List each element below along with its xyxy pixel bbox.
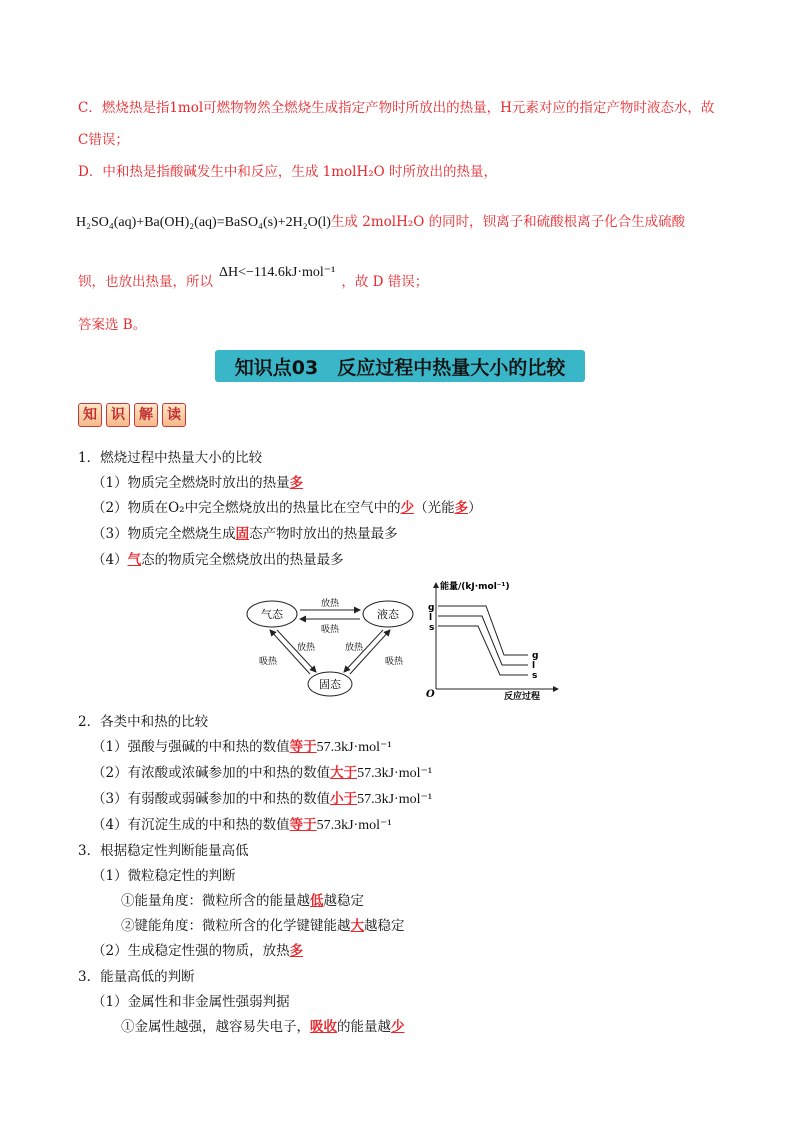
section-title: 知识点03 反应过程中热量大小的比较 [234,357,566,379]
release-heat-label: 放热 [344,643,364,653]
item-text: ①能量角度：微粒所含的能量越 [121,893,310,909]
item-text: （3）有弱酸或弱碱参加的中和热的数值 [92,791,331,807]
highlight: 多 [289,475,304,491]
gas-label: 气态 [261,608,283,621]
heading-3: 3．根据稳定性判断能量高低 [78,843,249,859]
item-text: （2）生成稳定性强的物质，放热 [92,943,290,959]
highlight: 等于 [289,817,317,833]
item-text: 越稳定 [323,893,364,909]
liquid-label: 液态 [377,608,399,621]
y-axis-label: 能量/(kJ·mol⁻¹) [440,582,510,592]
heading-1: 1．燃烧过程中热量大小的比较 [78,450,263,466]
item-text: （1）强酸与强碱的中和热的数值 [92,739,290,755]
item-2-2 [92,763,432,784]
heading-4: 3．能量高低的判断 [78,969,195,985]
s-start-label: s [429,623,435,633]
item-3-1a [121,891,364,911]
value: 57.3kJ·mol⁻¹ [316,740,392,755]
highlight: 多 [289,943,304,959]
equation-row [76,212,685,233]
absorb-heat-label: 吸热 [384,657,404,667]
solution-c-line2: C错误； [78,132,129,148]
item-4-1: （1）金属性和非金属性强弱判据 [92,994,290,1010]
item-1-2 [92,498,482,518]
highlight: 大 [350,918,364,934]
highlight: 固 [235,526,250,542]
item-4-1a [121,1017,405,1037]
highlight: 少 [391,1019,405,1035]
item-text: （3）物质完全燃烧生成 [92,526,236,542]
solution-c-line1: C．燃烧热是指1mol可燃物物然全燃烧生成指定产物时所放出的热量，H元素对应的指定产物时液态水，故 [78,100,715,116]
item-text: （4）有沉淀生成的中和热的数值 [92,817,290,833]
origin-label: O [426,689,435,700]
item-2-1 [92,737,392,758]
highlight: 低 [310,893,324,909]
s-end-label: s [532,671,538,681]
s-line [438,626,528,675]
knowledge-badges [78,403,186,427]
solution-d-line3-tail: ，故 D 错误； [341,274,429,290]
item-2-4 [92,815,392,836]
highlight: 多 [454,500,469,516]
answer-line: 答案选 B。 [78,317,147,333]
item-text: （2）有浓酸或浓碱参加的中和热的数值 [92,765,331,781]
item-text: 态产物时放出的热量最多 [249,526,398,542]
badge-char: 解 [134,403,158,427]
solid-label: 固态 [319,678,341,691]
delta-h-expression: ΔH<−114.6kJ·mol⁻¹ [219,265,336,280]
g-start-label: g [428,603,435,613]
badge-char: 知 [78,403,102,427]
release-heat-label: 放热 [296,643,316,653]
highlight: 气 [127,552,142,568]
solution-d-line2: 生成 2molH₂O 的同时，钡离子和硫酸根离子化合生成硫酸 [330,214,686,230]
value: 57.3kJ·mol⁻¹ [357,766,433,781]
item-3-1: （1）微粒稳定性的判断 [92,868,236,884]
solution-d-line1: D．中和热是指酸碱发生中和反应，生成 1molH₂O 时所放出的热量， [78,164,497,180]
highlight: 等于 [289,739,317,755]
g-end-label: g [532,651,539,661]
item-text: ①金属性越强，越容易失电子， [121,1019,310,1035]
highlight: 吸收 [310,1019,337,1035]
solution-d-line3 [78,265,429,293]
highlight: 小于 [330,791,358,807]
item-text: （光能 [414,500,455,516]
item-text: 越稳定 [364,918,405,934]
l-start-label: l [429,613,433,623]
item-text: （2）物质在O₂中完全燃烧放出的热量比在空气中的 [92,500,401,516]
item-1-1 [92,473,303,493]
release-heat-label: 放热 [320,599,340,609]
g-line [438,606,528,655]
item-1-3 [92,524,398,544]
item-text: 态的物质完全燃烧放出的热量最多 [141,552,344,568]
state-change-diagram [244,592,416,702]
badge-char: 读 [162,403,186,427]
item-1-4 [92,550,344,570]
energy-chart [424,575,564,703]
badge-char: 识 [106,403,130,427]
item-text: ②键能角度：微粒所含的化学键键能越 [121,918,351,934]
heading-2: 2．各类中和热的比较 [78,714,209,730]
absorb-heat-label: 吸热 [258,657,278,667]
value: 57.3kJ·mol⁻¹ [316,818,392,833]
l-line [438,616,528,665]
item-3-2 [92,941,303,961]
item-text: 的能量越 [337,1019,391,1035]
solution-d-line3-text: 钡，也放出热量，所以 [78,274,213,290]
item-text: ） [468,500,482,516]
absorb-heat-label: 吸热 [320,625,340,635]
item-text: （4） [92,552,128,568]
item-3-1b [121,916,405,936]
equation: H₂SO₄(aq)+Ba(OH)₂(aq)=BaSO₄(s)+2H₂O(l) [76,215,331,230]
highlight: 少 [400,500,415,516]
highlight: 大于 [330,765,358,781]
x-axis-label: 反应过程 [504,692,541,702]
value: 57.3kJ·mol⁻¹ [357,792,433,807]
item-2-3 [92,789,432,810]
item-text: （1）物质完全燃烧时放出的热量 [92,475,290,491]
l-end-label: l [532,661,536,671]
